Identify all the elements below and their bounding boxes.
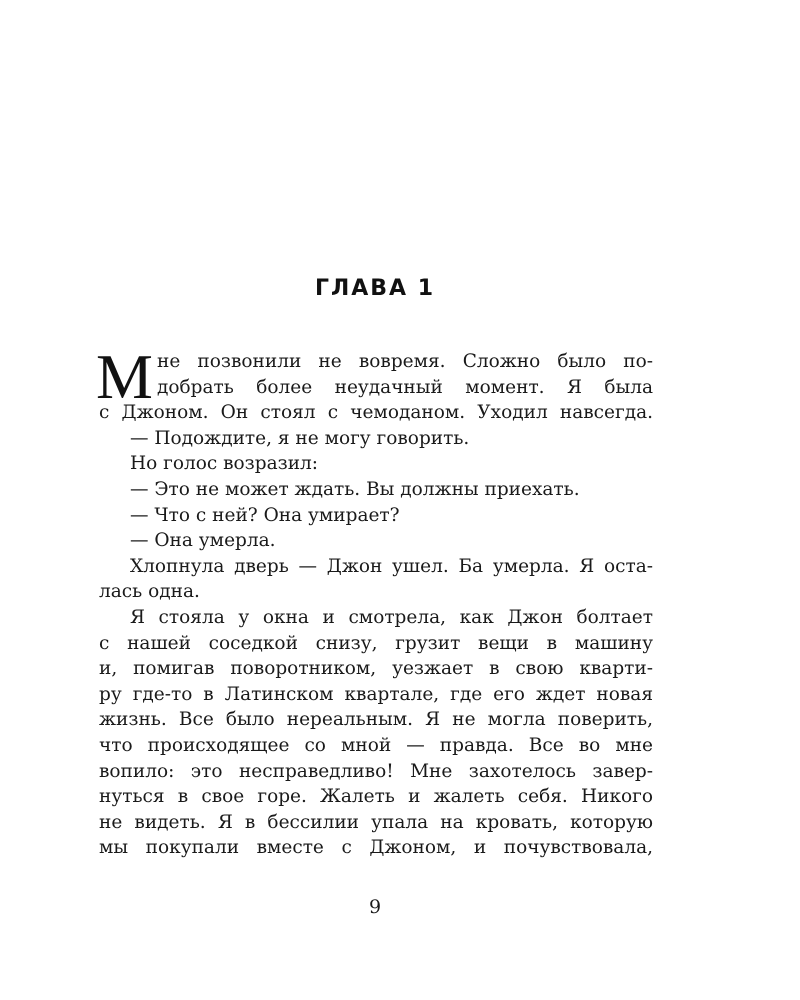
drop-cap-letter: М (96, 341, 153, 412)
text-line: Но голос возразил: (130, 453, 319, 475)
text-line: нуться в свое горе. Жалеть и жалеть себя. Никого (99, 786, 653, 808)
text-line: Я стояла у окна и смотрела, как Джон болтает (130, 606, 653, 628)
text-line: ру где-то в Латинском квартале, где его ждет новая (99, 683, 653, 705)
text-line: мы покупали вместе с Джоном, и почувствовала, (99, 837, 653, 859)
dialogue-line: — Это не может ждать. Вы должны приехать. (130, 478, 580, 500)
text-line: вопило: это несправедливо! Мне захотелось завер- (99, 760, 653, 782)
text-line: добрать более неудачный момент. Я была (157, 376, 653, 398)
chapter-title: ГЛАВА 1 (314, 276, 436, 301)
text-line: Хлопнула дверь — Джон ушел. Ба умерла. Я оста- (130, 555, 653, 577)
text-line: что происходящее со мной — правда. Все во мне (99, 734, 653, 756)
text-line: не позвонили не вовремя. Сложно было по- (157, 351, 653, 372)
text-line: жизнь. Все было нереальным. Я не могла поверить, (99, 709, 653, 731)
page-number: 9 (368, 896, 382, 918)
text-line: и, помигав поворотником, уезжает в свою кварти- (99, 658, 653, 680)
dialogue-line: — Подождите, я не могу говорить. (130, 427, 470, 449)
dialogue-line: — Что с ней? Она умирает? (130, 504, 400, 526)
text-line: лась одна. (99, 581, 200, 603)
text-line: с нашей соседкой снизу, грузит вещи в машину (99, 632, 653, 654)
text-line: не видеть. Я в бессилии упала на кровать, которую (99, 811, 653, 833)
body-text (96, 341, 653, 861)
text-line: с Джоном. Он стоял с чемоданом. Уходил навсегда. (99, 402, 653, 424)
dialogue-line: — Она умерла. (130, 530, 276, 552)
